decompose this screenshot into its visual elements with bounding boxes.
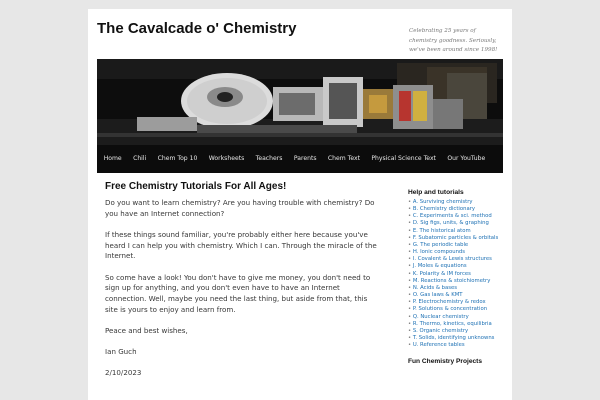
page (88, 9, 512, 400)
post-paragraph: So come have a look! You don't have to give me money, you don't need to sign up for anything, and you don't even have to have an Internet connection. Well, maybe you need the last thing, but aside from that, this site is yours to enjoy and learn from. (105, 272, 371, 314)
nav-item-parents[interactable]: Parents (293, 155, 317, 162)
tutorial-link[interactable]: • B. Chemistry dictionary (408, 206, 500, 213)
nav-item-home[interactable]: Home (103, 155, 122, 162)
tutorial-link[interactable]: • P. Electrochemistry & redox (408, 299, 500, 306)
tutorial-link[interactable]: • O. Gas laws & KMT (408, 292, 500, 299)
post-paragraph: If these things sound familiar, you're probably either here because you've heard I can help you with chemistry. Which I can. Through the miracle of the Internet. (105, 229, 377, 261)
lab-machinery-photo-icon (97, 59, 503, 145)
site-title[interactable]: The Cavalcade o' Chemistry (97, 20, 297, 37)
post-title[interactable]: Free Chemistry Tutorials For All Ages! (105, 181, 287, 192)
nav-item-teachers[interactable]: Teachers (255, 155, 283, 162)
tutorial-link[interactable]: • K. Polarity & IM forces (408, 271, 500, 278)
post-paragraph: Do you want to learn chemistry? Are you having trouble with chemistry? Do you have an Internet connection? (105, 198, 375, 218)
nav-item-physical-science-text[interactable]: Physical Science Text (371, 155, 436, 162)
post-date: 2/10/2023 (105, 368, 142, 378)
tutorial-link[interactable]: • G. The periodic table (408, 242, 500, 249)
tutorial-link[interactable]: • H. Ionic compounds (408, 249, 500, 256)
tutorial-link[interactable]: • Q. Nuclear chemistry (408, 314, 500, 321)
nav-item-chem-text[interactable]: Chem Text (327, 155, 360, 162)
tutorial-link[interactable]: • U. Reference tables (408, 342, 500, 349)
tutorial-link[interactable]: • J. Moles & equations (408, 263, 500, 270)
tutorial-link[interactable]: • R. Thermo, kinetics, equilibria (408, 321, 500, 328)
sidebar (408, 188, 500, 368)
tutorial-list (408, 199, 500, 349)
header-image[interactable] (97, 59, 503, 145)
tutorial-link[interactable]: • D. Sig figs, units, & graphing (408, 220, 500, 227)
tutorial-link[interactable]: • A. Surviving chemistry (408, 199, 500, 206)
nav-item-our-youtube[interactable]: Our YouTube (447, 155, 486, 162)
tutorial-link[interactable]: • N. Acids & bases (408, 285, 500, 292)
main-content (105, 181, 381, 389)
tutorial-link[interactable]: • E. The historical atom (408, 228, 500, 235)
tutorial-link[interactable]: • P. Solutions & concentration (408, 306, 500, 313)
nav-item-chem-top-10[interactable]: Chem Top 10 (157, 155, 198, 162)
post-body (105, 198, 381, 379)
tutorial-link[interactable]: • C. Experiments & sci. method (408, 213, 500, 220)
tutorial-link[interactable]: • M. Reactions & stoichiometry (408, 278, 500, 285)
post-author: Ian Guch (105, 347, 137, 357)
nav-item-chili[interactable]: Chili (133, 155, 147, 162)
main-navigation (97, 145, 503, 173)
tutorial-link[interactable]: • I. Covalent & Lewis structures (408, 256, 500, 263)
tutorial-link[interactable]: • F. Subatomic particles & orbitals (408, 235, 500, 242)
sidebar-heading: Help and tutorials (408, 189, 464, 196)
sidebar-heading-projects: Fun Chemistry Projects (408, 358, 483, 366)
site-tagline: Celebrating 25 years of chemistry goodness. Seriously, we've been around since 1998! (409, 28, 498, 54)
nav-item-worksheets[interactable]: Worksheets (208, 155, 245, 162)
tutorial-link[interactable]: • S. Organic chemistry (408, 328, 500, 335)
tutorial-link[interactable]: • T. Solids, identifying unknowns (408, 335, 500, 342)
post-paragraph: Peace and best wishes, (105, 325, 188, 335)
